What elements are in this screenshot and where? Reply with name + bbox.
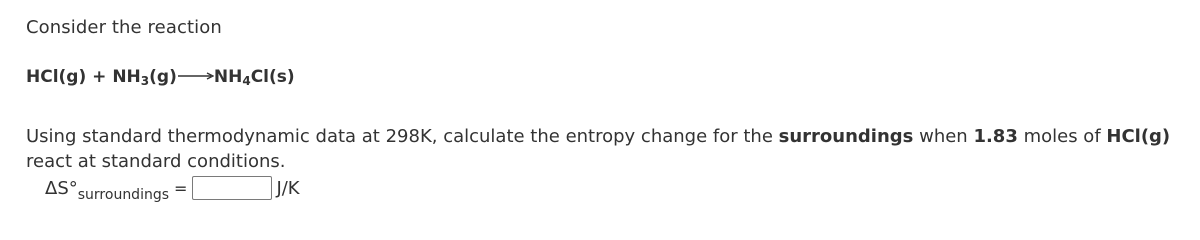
entropy-answer-input[interactable] [192, 176, 272, 200]
answer-row [45, 174, 300, 202]
question-part-4: react at standard conditions. [26, 151, 286, 172]
equation-reactant-state: (g) [149, 67, 177, 87]
question-part-2: when [913, 126, 974, 147]
equation-product-subscript: 4 [242, 74, 251, 88]
equation-product: NH [213, 67, 243, 87]
question-text [26, 124, 1176, 174]
question-bold-surroundings: surroundings [778, 126, 914, 147]
equation-product-rest: Cl(s) [250, 67, 295, 87]
unit-label: J/K [276, 177, 300, 199]
entropy-symbol-main: ΔS° [45, 177, 78, 199]
question-bold-species: HCl(g) [1106, 126, 1171, 147]
equation-reactant-subscript: 3 [140, 74, 150, 88]
entropy-symbol-subscript: surroundings [77, 186, 170, 203]
question-bold-moles: 1.83 [973, 126, 1018, 147]
intro-text: Consider the reaction [26, 17, 222, 38]
equation-reactants: HCl(g) + NH [26, 67, 141, 87]
reaction-equation [26, 66, 295, 88]
reaction-arrow-icon [178, 72, 214, 80]
question-part-1: Using standard thermodynamic data at 298K, calculate the entropy change for the [26, 126, 779, 147]
entropy-symbol [45, 177, 170, 203]
equals-sign: = [174, 178, 188, 198]
question-part-3: moles of [1017, 126, 1107, 147]
